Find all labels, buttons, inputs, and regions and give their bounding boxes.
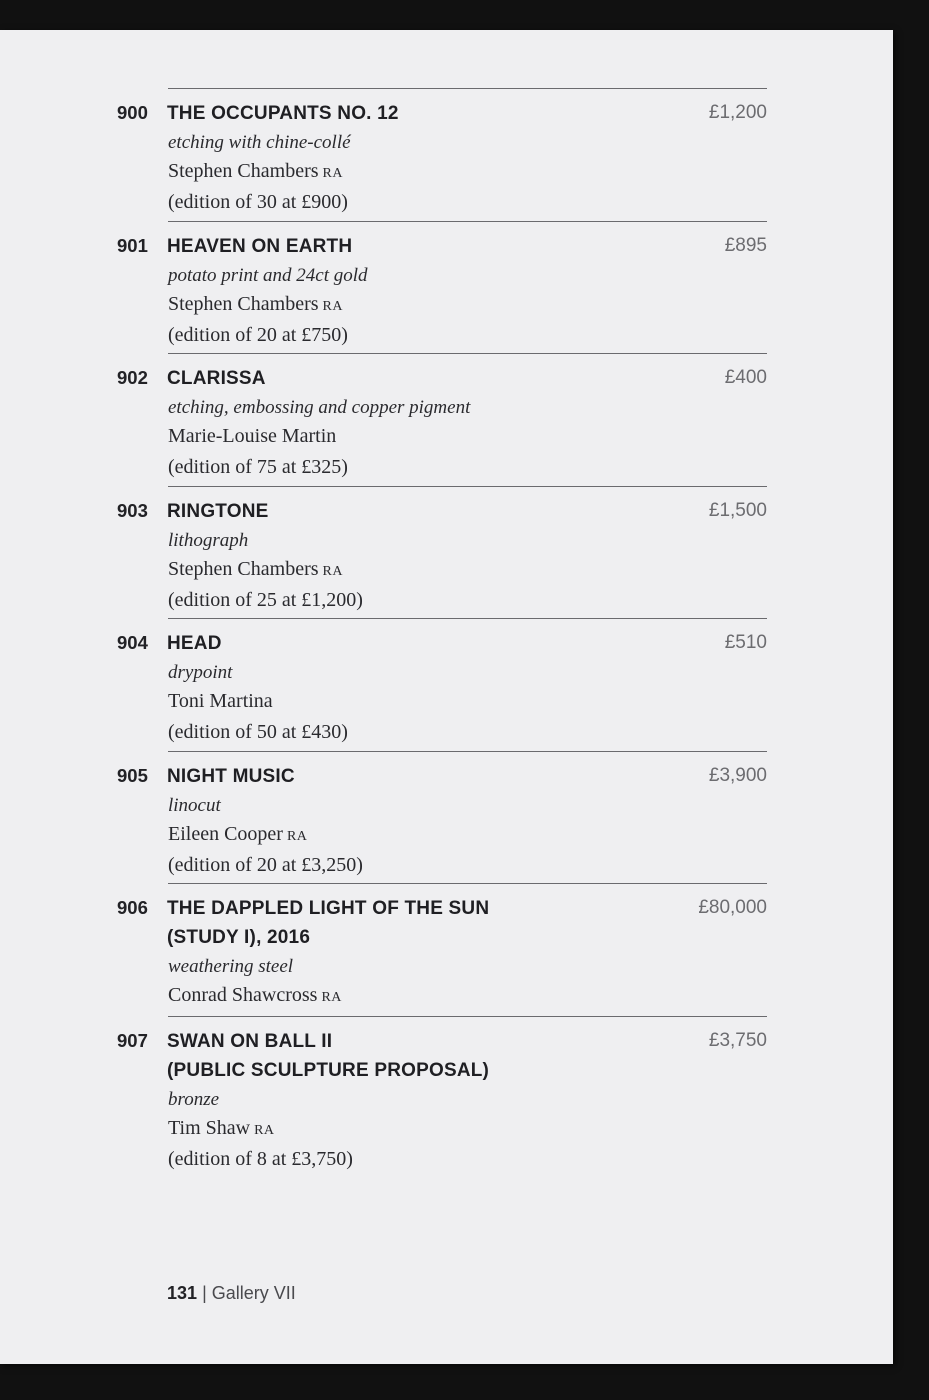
entry-title: CLARISSA — [167, 368, 266, 389]
entry-number: 902 — [117, 367, 148, 388]
footer-separator: | — [202, 1283, 207, 1303]
ra-designation: RA — [254, 1122, 275, 1138]
entry-number: 906 — [117, 897, 148, 918]
entry-edition: (edition of 20 at £750) — [168, 323, 348, 346]
entry-price: £400 — [724, 367, 767, 388]
entry-medium: bronze — [168, 1088, 220, 1110]
catalogue-entry — [117, 883, 767, 1016]
catalogue-entry — [117, 751, 767, 884]
catalogue-entry — [117, 221, 767, 354]
entry-number: 903 — [117, 499, 148, 521]
ra-designation: RA — [322, 563, 343, 579]
entry-price: £510 — [724, 632, 767, 653]
catalogue-entry — [117, 353, 767, 486]
ra-designation: RA — [286, 828, 308, 844]
entry-medium: potato print and 24ct gold — [168, 264, 368, 286]
entry-medium: etching, embossing and copper pigment — [168, 397, 471, 418]
entry-medium: etching with chine-collé — [168, 132, 351, 153]
entry-medium: weathering steel — [168, 956, 294, 977]
catalogue-entry-list — [112, 88, 767, 1170]
entry-title: RINGTONE — [167, 500, 269, 522]
gallery-section: Gallery VII — [211, 1283, 296, 1303]
entry-edition: (edition of 20 at £3,250) — [168, 853, 363, 876]
artist-name: Stephen Chambers — [168, 557, 319, 580]
entry-edition: (edition of 8 at £3,750) — [168, 1147, 353, 1170]
entry-number: 905 — [117, 764, 148, 786]
entry-medium: drypoint — [168, 662, 233, 683]
entry-price: £1,200 — [708, 102, 767, 123]
catalogue-entry — [117, 1016, 767, 1170]
entry-title: HEAVEN ON EARTH — [167, 235, 353, 257]
entry-number: 900 — [117, 102, 148, 123]
entry-number: 904 — [117, 632, 148, 653]
entry-medium: linocut — [168, 794, 221, 816]
entry-title-continued: (STUDY I), 2016 — [167, 927, 311, 948]
entry-artist — [168, 981, 767, 1012]
entry-title-continued: (PUBLIC SCULPTURE PROPOSAL) — [167, 1059, 490, 1081]
entry-number: 907 — [117, 1029, 148, 1051]
entry-price: £1,500 — [708, 499, 767, 521]
artist-name: Eileen Cooper — [168, 822, 283, 845]
entry-artist — [168, 157, 767, 188]
entry-artist — [168, 820, 767, 851]
entry-price: £80,000 — [698, 897, 767, 918]
entry-artist — [168, 555, 767, 586]
artist-name: Stephen Chambers — [168, 160, 319, 182]
catalogue-entry — [117, 486, 767, 619]
entry-artist — [168, 687, 767, 718]
entry-edition: (edition of 25 at £1,200) — [168, 588, 363, 611]
catalogue-entry — [117, 618, 767, 751]
entry-title: THE DAPPLED LIGHT OF THE SUN — [167, 898, 490, 919]
entry-price: £3,900 — [708, 764, 767, 786]
entry-price: £3,750 — [708, 1029, 767, 1051]
entry-title: SWAN ON BALL II — [167, 1030, 333, 1052]
entry-price: £895 — [724, 234, 767, 256]
catalogue-page — [0, 30, 893, 1364]
entry-artist — [168, 290, 767, 321]
artist-name: Tim Shaw — [168, 1116, 251, 1139]
entry-edition: (edition of 30 at £900) — [168, 191, 348, 213]
entry-artist — [168, 1114, 767, 1145]
page-number: 131 — [167, 1283, 198, 1303]
artist-name: Conrad Shawcross — [168, 984, 318, 1006]
artist-name: Marie-Louise Martin — [168, 425, 337, 447]
entry-edition: (edition of 75 at £325) — [168, 456, 348, 478]
ra-designation: RA — [322, 298, 343, 314]
entry-title: HEAD — [167, 633, 222, 654]
entry-edition: (edition of 50 at £430) — [168, 721, 348, 743]
ra-designation: RA — [322, 166, 343, 181]
catalogue-entry — [117, 88, 767, 221]
artist-name: Toni Martina — [168, 690, 273, 712]
entry-title: NIGHT MUSIC — [167, 765, 295, 787]
page-footer — [167, 1283, 296, 1304]
entry-number: 901 — [117, 234, 148, 256]
entry-title: THE OCCUPANTS NO. 12 — [167, 103, 399, 124]
artist-name: Stephen Chambers — [168, 292, 319, 315]
entry-medium: lithograph — [168, 529, 249, 551]
ra-designation: RA — [321, 990, 342, 1005]
entry-artist — [168, 422, 767, 453]
